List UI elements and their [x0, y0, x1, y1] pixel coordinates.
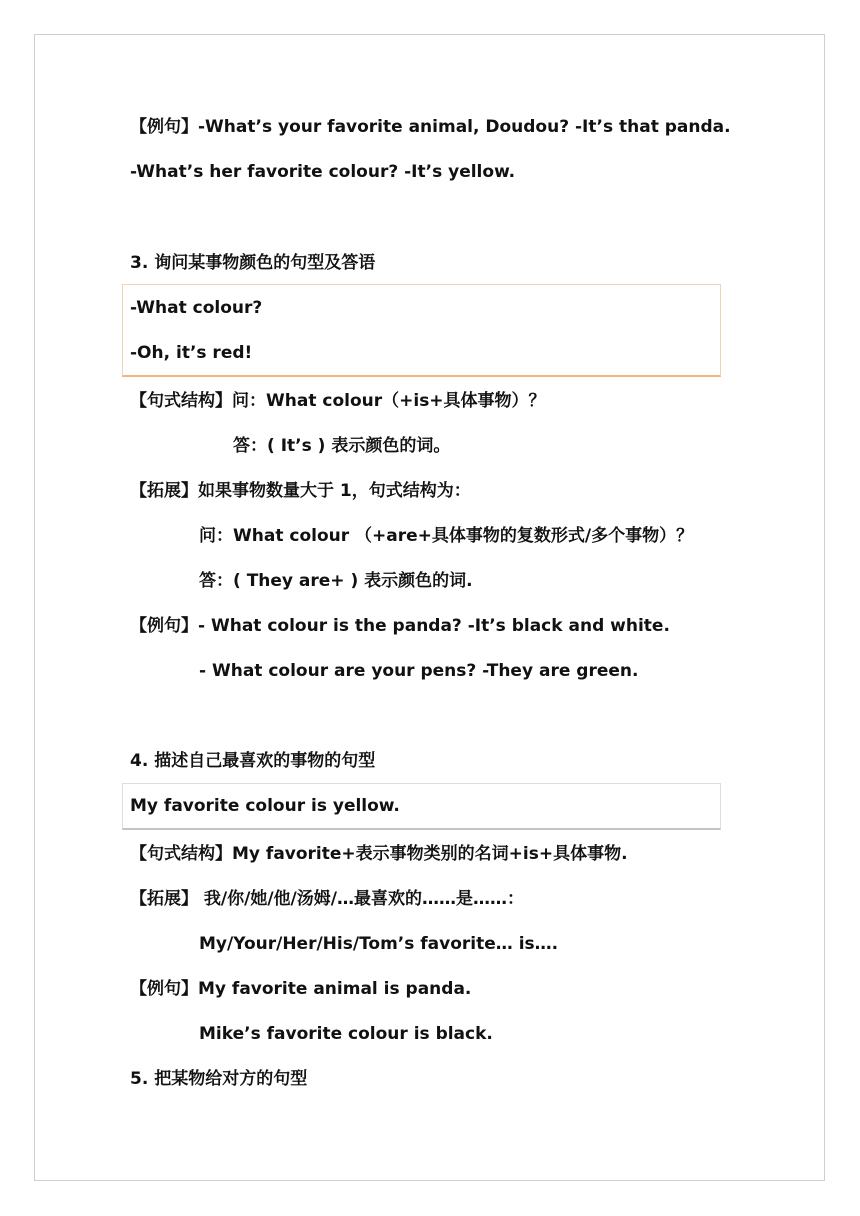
section-3-answer: 答：( It’s ) 表示颜色的词。	[233, 436, 451, 456]
dialogue-answer: -Oh, it’s red!	[130, 343, 253, 363]
section-4-extension-english: My/Your/Her/His/Tom’s favorite… is….	[199, 934, 559, 954]
section-3-structure: 【句式结构】问：What colour（+is+具体事物）？	[130, 391, 546, 411]
section-3-heading: 3. 询问某事物颜色的句型及答语	[130, 253, 376, 273]
favorite-sentence: My favorite colour is yellow.	[130, 796, 400, 816]
section-5-heading: 5. 把某物给对方的句型	[130, 1069, 308, 1089]
section-3-extension-question: 问：What colour （+are+具体事物的复数形式/多个事物）？	[199, 526, 694, 546]
example-sentence-1: 【例句】-What’s your favorite animal, Doudou? -It’s that panda.	[130, 117, 731, 137]
example-sentence-2: -What’s her favorite colour? -It’s yellow.	[130, 162, 516, 182]
document-page	[34, 34, 825, 1181]
section-4-example-2: Mike’s favorite colour is black.	[199, 1024, 493, 1044]
section-4-heading: 4. 描述自己最喜欢的事物的句型	[130, 751, 376, 771]
section-3-extension: 【拓展】如果事物数量大于 1，句式结构为：	[130, 481, 471, 501]
section-3-example-1: 【例句】- What colour is the panda? -It’s black and white.	[130, 616, 670, 636]
section-3-example-2: - What colour are your pens? -They are green.	[199, 661, 639, 681]
section-3-extension-answer: 答：( They are+ ) 表示颜色的词.	[199, 571, 473, 591]
section-4-extension: 【拓展】 我/你/她/他/汤姆/…最喜欢的……是……：	[130, 889, 524, 909]
section-4-example-1: 【例句】My favorite animal is panda.	[130, 979, 472, 999]
section-4-structure: 【句式结构】My favorite+表示事物类别的名词+is+具体事物.	[130, 844, 628, 864]
dialogue-question: -What colour?	[130, 298, 263, 318]
